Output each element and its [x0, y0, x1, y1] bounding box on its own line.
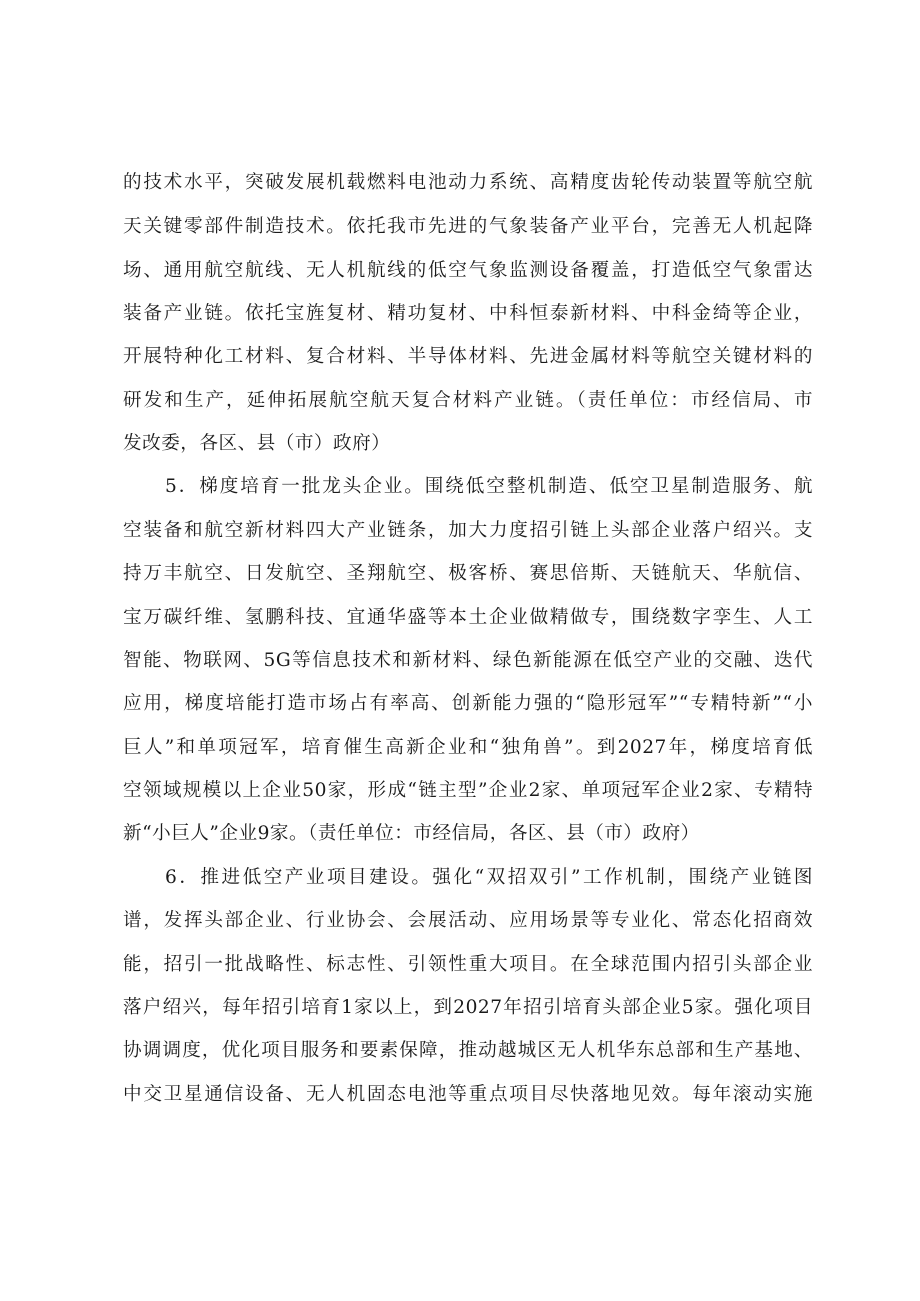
body-text-line: 开展特种化工材料、复合材料、半导体材料、先进金属材料等航空关键材料的 — [123, 346, 813, 367]
body-text-line: 中交卫星通信设备、无人机固态电池等重点项目尽快落地见效。每年滚动实施 — [123, 1084, 813, 1105]
section-heading-line: 5．梯度培育一批龙头企业。围绕低空整机制造、低空卫星制造服务、航 — [165, 476, 813, 497]
body-text-line: 的技术水平，突破发展机载燃料电池动力系统、高精度齿轮传动装置等航空航 — [123, 172, 813, 193]
body-text-line: 发改委，各区、县（市）政府） — [123, 433, 391, 454]
body-text-line: 谱，发挥头部企业、行业协会、会展活动、应用场景等专业化、常态化招商效 — [123, 910, 813, 931]
body-text-line: 应用，梯度培能打造市场占有率高、创新能力强的“隐形冠军”“专精特新”“小 — [123, 693, 813, 714]
body-text-line: 空装备和航空新材料四大产业链条，加大力度招引链上头部企业落户绍兴。支 — [123, 520, 813, 541]
body-text-line: 能，招引一批战略性、标志性、引领性重大项目。在全球范围内招引头部企业 — [123, 954, 813, 975]
body-text-line: 巨人”和单项冠军，培育催生高新企业和“独角兽”。到2027年，梯度培育低 — [123, 737, 813, 758]
body-text-line: 宝万碳纤维、氢鹏科技、宜通华盛等本土企业做精做专，围绕数字孪生、人工 — [123, 607, 813, 628]
body-text-line: 装备产业链。依托宝旌复材、精功复材、中科恒泰新材料、中科金绮等企业， — [123, 303, 813, 324]
body-text-line: 落户绍兴，每年招引培育1家以上，到2027年招引培育头部企业5家。强化项目 — [123, 997, 813, 1018]
body-text-line: 新“小巨人”企业9家。（责任单位：市经信局，各区、县（市）政府） — [123, 823, 700, 844]
body-text-line: 持万丰航空、日发航空、圣翔航空、极客桥、赛思倍斯、天链航天、华航信、 — [123, 563, 813, 584]
body-text-line: 研发和生产，延伸拓展航空航天复合材料产业链。（责任单位：市经信局、市 — [123, 390, 813, 411]
body-text-line: 场、通用航空航线、无人机航线的低空气象监测设备覆盖，打造低空气象雷达 — [123, 260, 813, 281]
body-text-line: 天关键零部件制造技术。依托我市先进的气象装备产业平台，完善无人机起降 — [123, 216, 813, 237]
body-text-line: 智能、物联网、5G等信息技术和新材料、绿色新能源在低空产业的交融、迭代 — [123, 650, 813, 671]
section-heading-line: 6．推进低空产业项目建设。强化“双招双引”工作机制，围绕产业链图 — [165, 867, 813, 888]
body-text-line: 空领域规模以上企业50家，形成“链主型”企业2家、单项冠军企业2家、专精特 — [123, 780, 813, 801]
body-text-line: 协调调度，优化项目服务和要素保障，推动越城区无人机华东总部和生产基地、 — [123, 1040, 813, 1061]
